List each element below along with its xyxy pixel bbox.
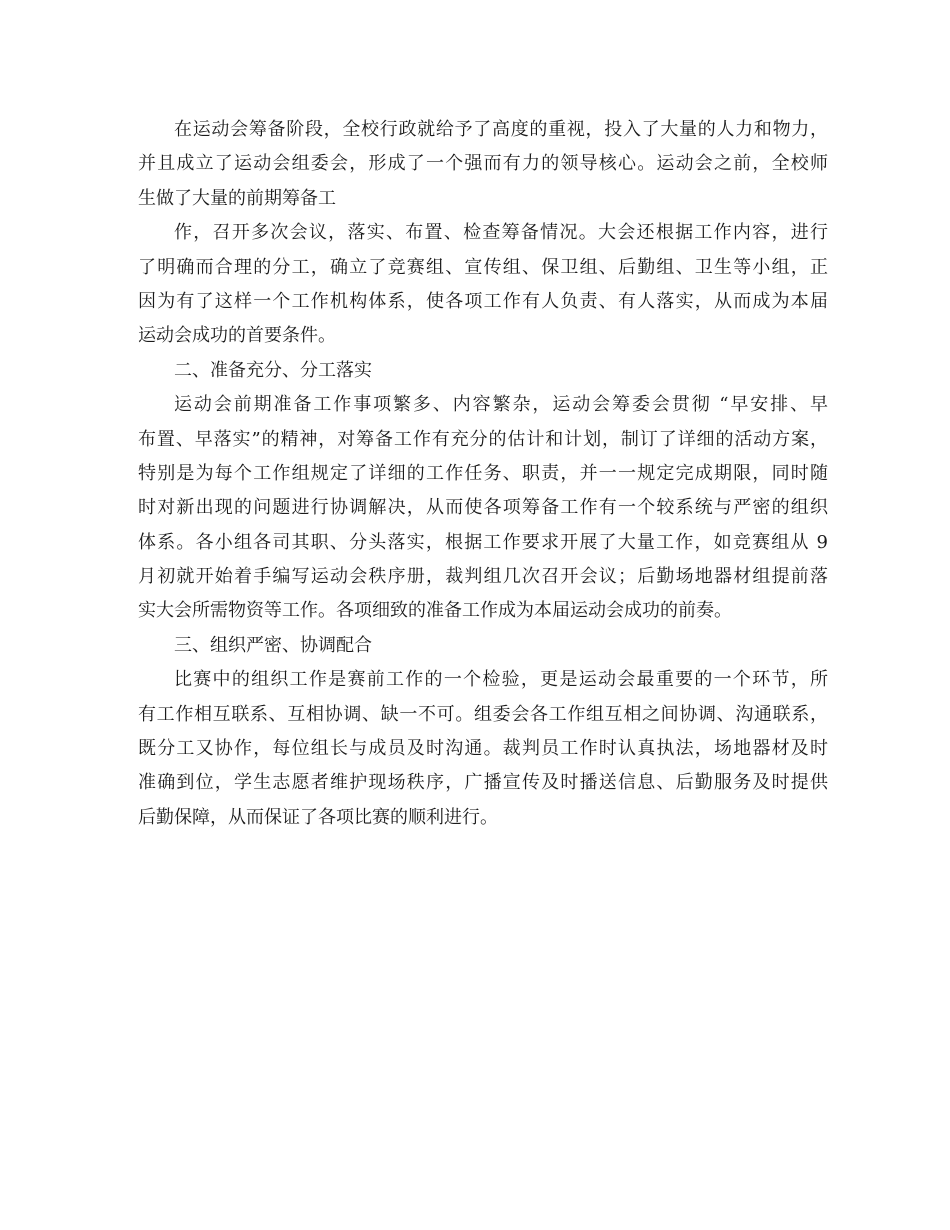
- text-line: 生做了大量的前期筹备工: [138, 187, 336, 209]
- text-line: 后勤保障，从而保证了各项比赛的顺利进行。: [138, 806, 498, 828]
- text-line: 并且成立了运动会组委会，形成了一个强而有力的领导核心。运动会之前，全校师: [138, 153, 828, 175]
- text-line: 运动会前期准备工作事项繁多、内容繁杂，运动会筹委会贯彻 “早安排、早: [174, 394, 828, 416]
- text-line: 有工作相互联系、互相协调、缺一不可。组委会各工作组互相之间协调、沟通联系，: [138, 703, 828, 725]
- text-line: 三、组织严密、协调配合: [174, 634, 372, 656]
- text-line: 准确到位，学生志愿者维护现场秩序，广播宣传及时播送信息、后勤服务及时提供: [138, 772, 828, 794]
- text-line: 实大会所需物资等工作。各项细致的准备工作成为本届运动会成功的前奏。: [138, 600, 732, 622]
- text-line: 运动会成功的首要条件。: [138, 325, 336, 347]
- text-line: 因为有了这样一个工作机构体系，使各项工作有人负责、有人落实，从而成为本届: [138, 290, 828, 312]
- text-line: 布置、早落实”的精神，对筹备工作有充分的估计和计划，制订了详细的活动方案，: [138, 428, 828, 450]
- text-line: 月初就开始着手编写运动会秩序册，裁判组几次召开会议；后勤场地器材组提前落: [138, 566, 828, 588]
- text-line: 二、准备充分、分工落实: [174, 359, 372, 381]
- text-line: 作，召开多次会议，落实、布置、检查筹备情况。大会还根据工作内容，进行: [174, 222, 828, 244]
- text-line: 时对新出现的问题进行协调解决，从而使各项筹备工作有一个较系统与严密的组织: [138, 497, 828, 519]
- text-line: 特别是为每个工作组规定了详细的工作任务、职责，并一一规定完成期限，同时随: [138, 462, 828, 484]
- text-line: 体系。各小组各司其职、分头落实，根据工作要求开展了大量工作，如竞赛组从 9: [138, 531, 828, 553]
- document-body: [138, 113, 828, 835]
- text-line: 比赛中的组织工作是赛前工作的一个检验，更是运动会最重要的一个环节，所: [174, 669, 828, 691]
- text-line: 了明确而合理的分工，确立了竞赛组、宣传组、保卫组、后勤组、卫生等小组，正: [138, 256, 828, 278]
- text-line: 既分工又协作，每位组长与成员及时沟通。裁判员工作时认真执法，场地器材及时: [138, 738, 828, 760]
- text-line: 在运动会筹备阶段，全校行政就给予了高度的重视，投入了大量的人力和物力，: [174, 119, 828, 140]
